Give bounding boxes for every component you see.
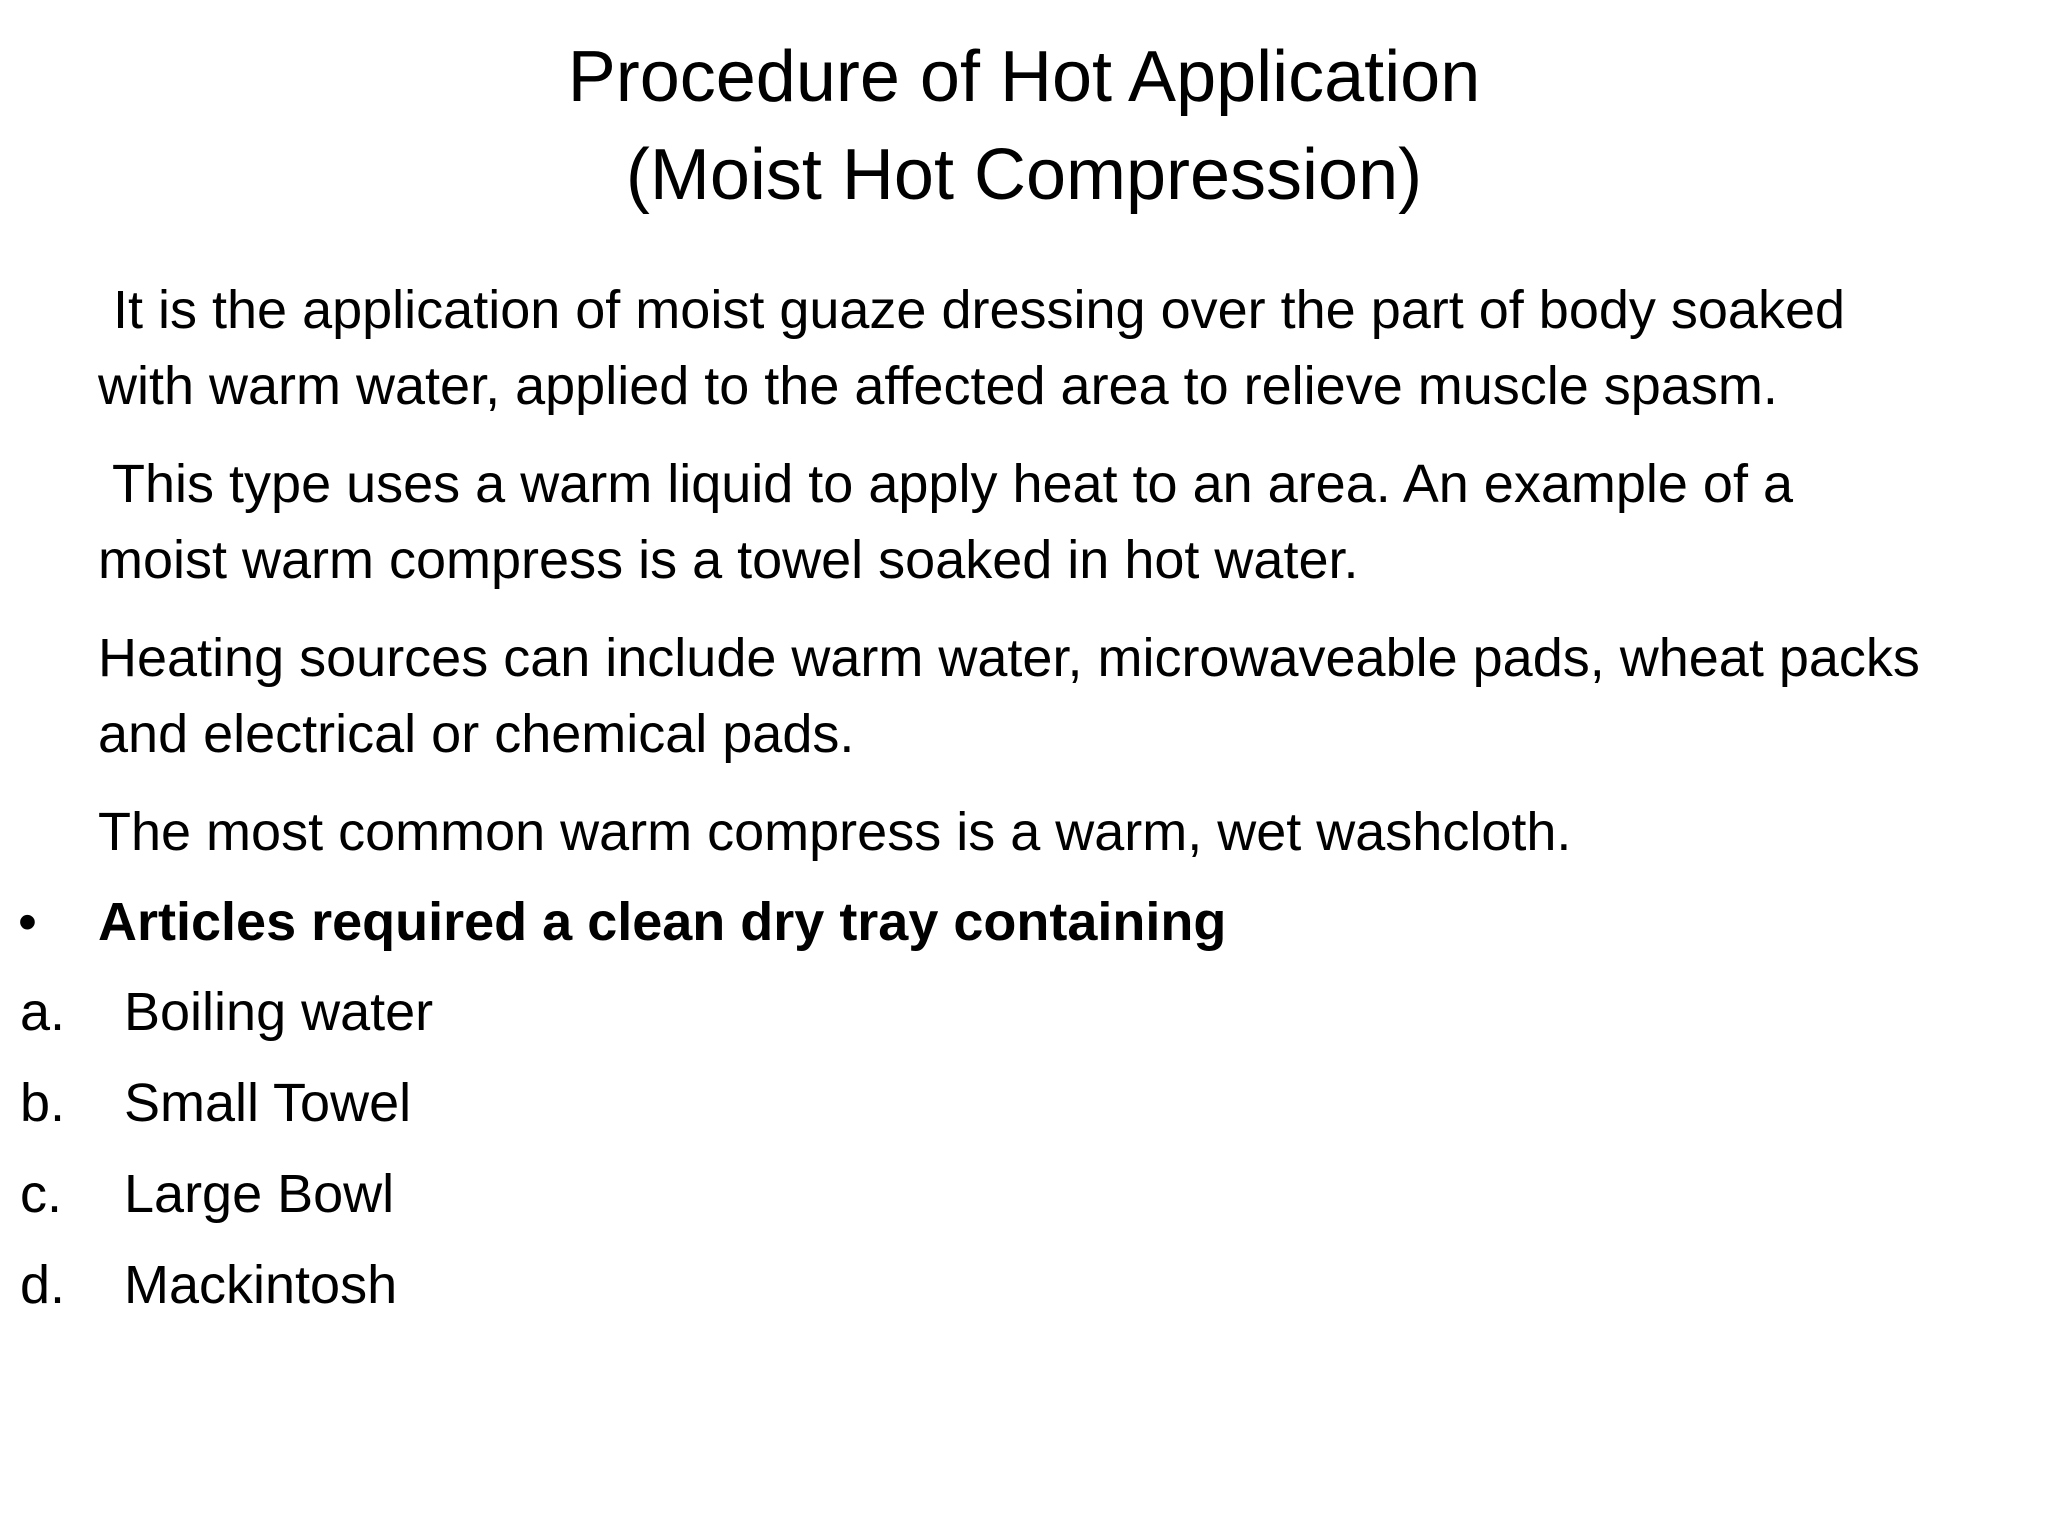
paragraph-line: with warm water, applied to the affected area to relieve muscle spasm. xyxy=(98,356,1778,416)
paragraph-heating-sources xyxy=(98,620,2028,772)
paragraph-line: Heating sources can include warm water, microwaveable pads, wheat packs xyxy=(98,628,1920,688)
slide-title-line-2: (Moist Hot Compression) xyxy=(625,135,1423,215)
list-item-marker: b. xyxy=(20,1073,66,1133)
list-item-text: Mackintosh xyxy=(124,1255,398,1315)
paragraph-common-compress xyxy=(98,794,2028,870)
list-item xyxy=(0,972,2048,1052)
paragraph-type xyxy=(98,446,2028,598)
list-item xyxy=(0,1154,2048,1234)
paragraph-line: moist warm compress is a towel soaked in hot water. xyxy=(98,530,1359,590)
list-item-text: Large Bowl xyxy=(124,1164,395,1224)
paragraph-line: This type uses a warm liquid to apply heat to an area. An example of a xyxy=(98,454,1793,514)
paragraph-line: and electrical or chemical pads. xyxy=(98,704,855,764)
paragraph-line: The most common warm compress is a warm, wet washcloth. xyxy=(98,802,1572,862)
list-item xyxy=(0,1245,2048,1325)
list-item-text: Boiling water xyxy=(124,982,434,1042)
list-item xyxy=(0,1063,2048,1143)
list-item-marker: c. xyxy=(20,1164,63,1224)
list-item-marker: a. xyxy=(20,982,66,1042)
paragraph-definition xyxy=(98,272,2028,424)
list-item-text: Small Towel xyxy=(124,1073,412,1133)
list-item-marker: d. xyxy=(20,1255,66,1315)
articles-heading: Articles required a clean dry tray containing xyxy=(98,892,1227,952)
slide-title xyxy=(0,28,2048,224)
slide-title-line-1: Procedure of Hot Application xyxy=(567,37,1481,117)
paragraph-line: It is the application of moist guaze dressing over the part of body soaked xyxy=(98,280,1846,340)
bullet-marker: • xyxy=(18,892,37,952)
